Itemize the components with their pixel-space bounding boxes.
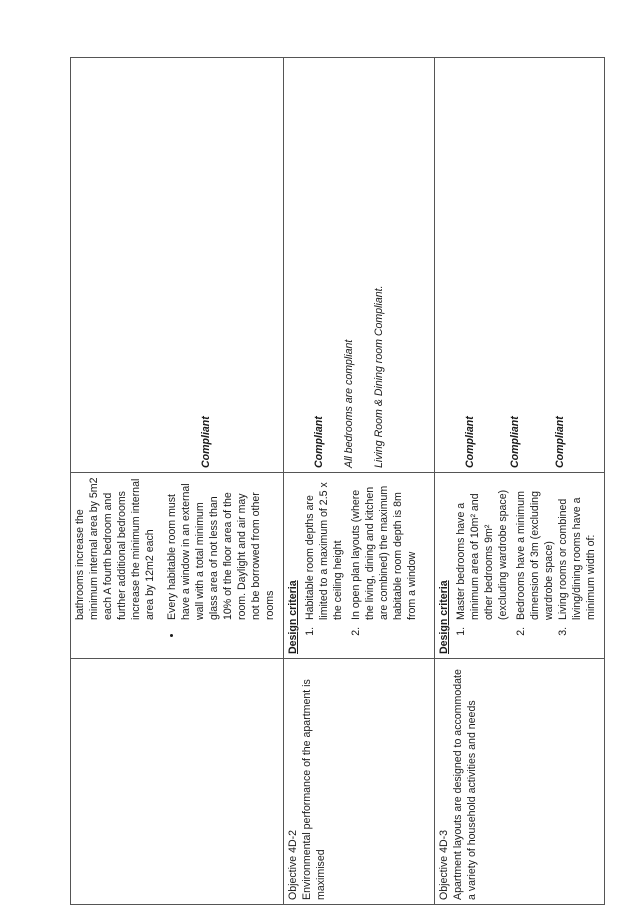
table-row <box>71 58 284 905</box>
criteria-cell <box>435 473 605 659</box>
objective-cell <box>435 659 605 905</box>
objective-title: Objective 4D-3 <box>438 829 450 900</box>
criteria-continuation: bathrooms increase the minimum internal area by 5m2 each A fourth bedroom and further additional bedrooms increase the minimum internal area by 12m2 each <box>74 477 156 620</box>
objective-cell <box>284 659 435 905</box>
status-note: All bedrooms are compliant <box>343 339 355 468</box>
objective-title: Objective 4D-2 <box>287 829 299 900</box>
status-text: Compliant <box>464 416 476 468</box>
criteria-item: 1. Master bedrooms have a minimum area of 10m² and other bedrooms 9m² (excluding wardrobe space) <box>454 477 510 624</box>
status-text: Compliant <box>554 416 566 468</box>
status-text: Compliant <box>509 416 521 468</box>
page-content <box>70 58 597 905</box>
table-row <box>284 58 435 905</box>
criteria-bullet: • Every habitable room must have a window in an external wall with a total minimum glass area of not less than 10% of the floor area of the room. Daylight and air may not be borrowed from other rooms <box>165 477 277 624</box>
criteria-list <box>303 477 419 654</box>
table-row <box>435 58 605 905</box>
status-text: Compliant <box>200 416 212 468</box>
objective-text: Environmental performance of the apartment is maximised <box>301 679 327 900</box>
rotated-page <box>70 58 597 905</box>
status-cell <box>284 58 435 473</box>
status-cell <box>435 58 605 473</box>
compliance-table <box>70 57 605 905</box>
status-text: Compliant <box>313 416 325 468</box>
criteria-list <box>454 477 598 654</box>
criteria-item: 1. Habitable room depths are limited to a maximum of 2.5 x the ceiling height <box>303 477 345 624</box>
objective-text: Apartment layouts are designed to accommodate a variety of household activities and needs <box>452 669 478 900</box>
criteria-bullets <box>165 477 277 654</box>
criteria-heading: Design criteria <box>438 580 450 654</box>
criteria-item: 2. Bedrooms have a minimum dimension of 3m (excluding wardrobe space) <box>514 477 556 624</box>
criteria-heading: Design criteria <box>287 580 299 654</box>
status-note: Living Room & Dining room Compliant. <box>373 285 385 468</box>
criteria-item: 3. Living rooms or combined living/dining rooms have a minimum width of: <box>556 477 598 624</box>
status-cell <box>71 58 284 473</box>
criteria-cell <box>71 473 284 659</box>
criteria-cell <box>284 473 435 659</box>
criteria-item: 2. In open plan layouts (where the living, dining and kitchen are combined) the maximum habitable room depth is 8m from a window <box>349 477 419 624</box>
objective-cell <box>71 659 284 905</box>
